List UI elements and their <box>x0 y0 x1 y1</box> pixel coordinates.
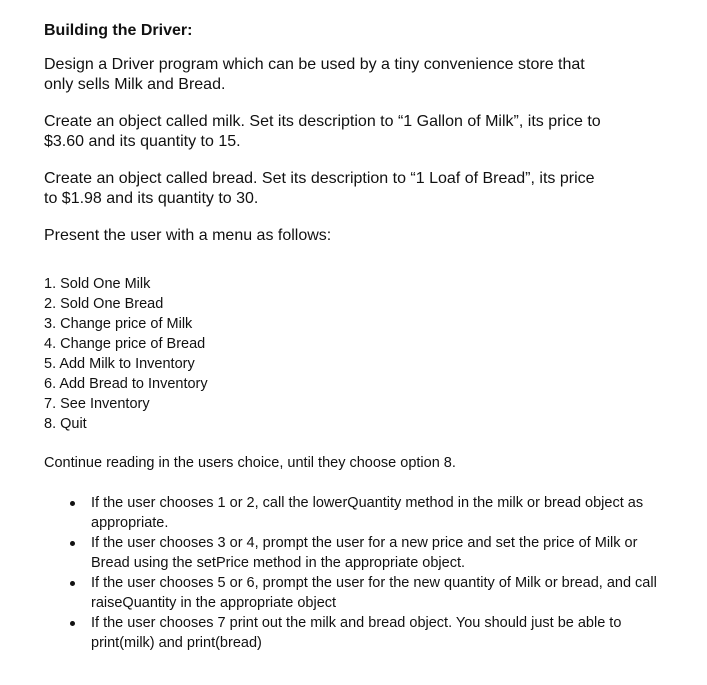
bullet-text: If the user chooses 5 or 6, prompt the user for the new quantity of Milk or bread, and call raiseQuantity in the appropriate object <box>91 575 657 611</box>
bullet-dot-icon <box>70 621 75 626</box>
bullet-item <box>44 613 671 653</box>
menu-item: 3. Change price of Milk <box>44 316 193 332</box>
menu-item: 1. Sold One Milk <box>44 276 151 292</box>
bullet-text: If the user chooses 3 or 4, prompt the user for a new price and set the price of Milk or Bread using the setPrice method in the appropriate object. <box>91 535 638 571</box>
bullet-item <box>44 533 671 573</box>
bullet-dot-icon <box>70 501 75 506</box>
menu-list <box>44 274 684 434</box>
bullet-dot-icon <box>70 581 75 586</box>
section-heading: Building the Driver: <box>44 22 193 39</box>
menu-item: 8. Quit <box>44 416 87 432</box>
menu-item: 5. Add Milk to Inventory <box>44 356 195 372</box>
bullet-dot-icon <box>70 541 75 546</box>
document-body <box>44 21 684 653</box>
menu-item: 7. See Inventory <box>44 396 150 412</box>
bullet-text: If the user chooses 7 print out the milk and bread object. You should just be able to print(milk) and print(bread) <box>91 615 622 651</box>
bullet-item <box>44 573 671 613</box>
bullet-text: If the user chooses 1 or 2, call the lowerQuantity method in the milk or bread object as appropriate. <box>91 495 644 531</box>
bullet-list <box>44 493 684 653</box>
milk-paragraph: Create an object called milk. Set its description to “1 Gallon of Milk”, its price to $3.60 and its quantity to 15. <box>44 113 601 150</box>
menu-item: 2. Sold One Bread <box>44 296 164 312</box>
bread-paragraph: Create an object called bread. Set its description to “1 Loaf of Bread”, its price to $1.98 and its quantity to 30. <box>44 170 595 207</box>
menu-intro-paragraph: Present the user with a menu as follows: <box>44 227 332 244</box>
menu-item: 6. Add Bread to Inventory <box>44 376 208 392</box>
bullet-item <box>44 493 671 533</box>
menu-item: 4. Change price of Bread <box>44 336 206 352</box>
intro-paragraph: Design a Driver program which can be used by a tiny convenience store that only sells Milk and Bread. <box>44 56 585 93</box>
continue-paragraph: Continue reading in the users choice, until they choose option 8. <box>44 455 456 471</box>
